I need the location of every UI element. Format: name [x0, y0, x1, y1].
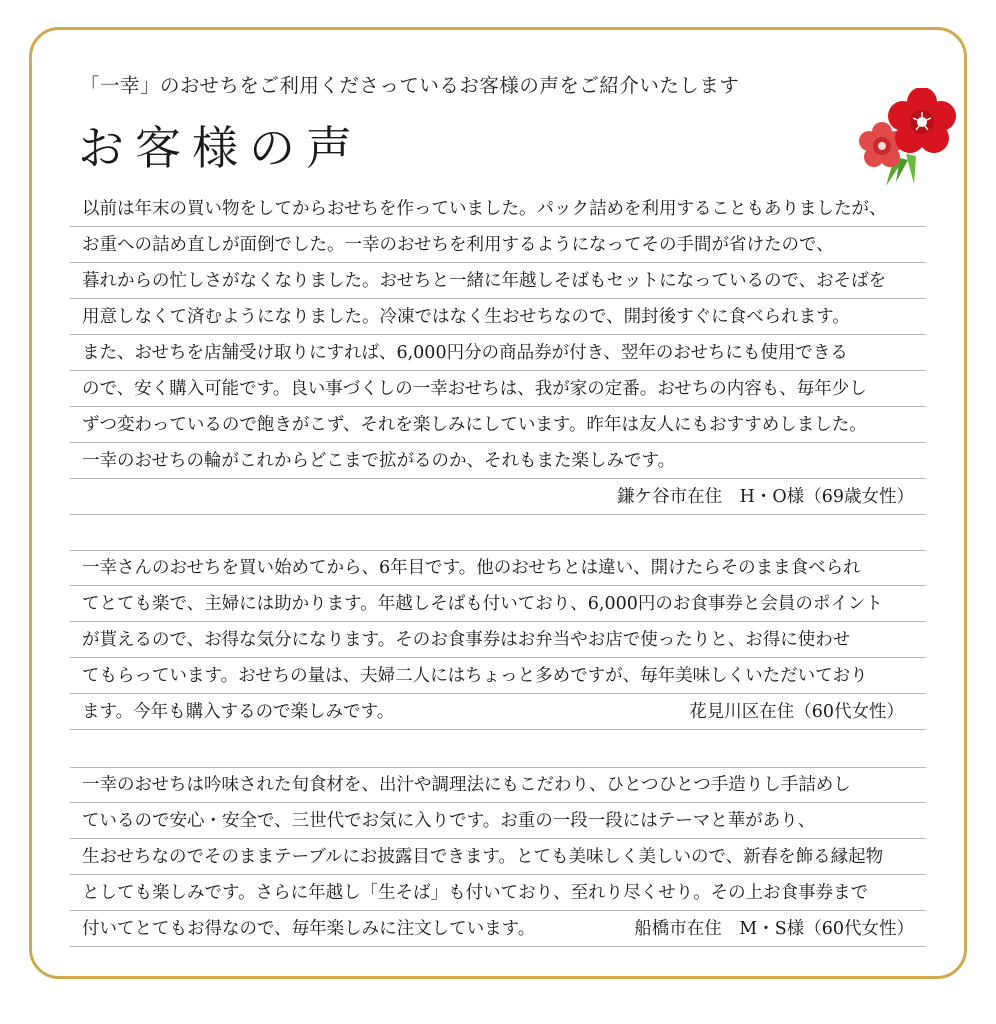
testimonial-line: 用意しなくて済むようになりました。冷凍ではなく生おせちなので、開封後すぐに食べられます。 — [70, 299, 926, 335]
testimonial-line: ているので安心・安全で、三世代でお気に入りです。お重の一段一段にはテーマと華があり、 — [70, 803, 926, 839]
plum-blossom-icon — [856, 88, 960, 188]
testimonial-line-text: 付いてとてもお得なので、毎年楽しみに注文しています。 — [82, 919, 536, 939]
testimonial-line: 以前は年末の買い物をしてからおせちを作っていました。パック詰めを利用することもありましたが、 — [70, 191, 926, 227]
testimonial-author: 花見川区在住（60代女性） — [689, 702, 904, 722]
page-title: お客様の声 — [78, 121, 363, 175]
divider — [70, 550, 926, 551]
testimonial-line: お重への詰め直しが面倒でした。一幸のおせちを利用するようになってその手間が省けたので、 — [70, 227, 926, 263]
testimonial — [70, 767, 926, 947]
testimonial — [70, 550, 926, 730]
testimonial-line: 一幸のおせちの輪がこれからどこまで拡がるのか、それもまた楽しみです。 — [70, 443, 926, 479]
page-subtitle: 「一幸」のおせちをご利用くださっているお客様の声をご紹介いたします — [80, 74, 740, 97]
testimonial-author: 船橋市在住 M・S様（60代女性） — [634, 919, 914, 939]
testimonial-line: 一幸のおせちは吟味された旬食材を、出汁や調理法にもこだわり、ひとつひとつ手造りし手詰めし — [70, 767, 926, 803]
divider — [70, 767, 926, 768]
testimonial-author: 鎌ケ谷市在住 H・O様（69歳女性） — [70, 479, 926, 515]
testimonial-line: 生おせちなのでそのままテーブルにお披露目できます。とても美味しく美しいので、新春を飾る縁起物 — [70, 839, 926, 875]
testimonial-line: 一幸さんのおせちを買い始めてから、6年目です。他のおせちとは違い、開けたらそのまま食べられ — [70, 550, 926, 586]
testimonial-line: ずつ変わっているので飽きがこず、それを楽しみにしています。昨年は友人にもおすすめしました。 — [70, 407, 926, 443]
testimonial — [70, 191, 926, 515]
testimonial-line: てとても楽で、主婦には助かります。年越しそばも付いており、6,000円のお食事券と会員のポイント — [70, 586, 926, 622]
testimonial-line: 暮れからの忙しさがなくなりました。おせちと一緒に年越しそばもセットになっているので、おそばを — [70, 263, 926, 299]
testimonial-line — [70, 911, 926, 947]
testimonial-line — [70, 694, 926, 730]
testimonial-line-text: ます。今年も購入するので楽しみです。 — [82, 702, 395, 722]
testimonial-line: としても楽しみです。さらに年越し「生そば」も付いており、至れり尽くせり。その上お食事券まで — [70, 875, 926, 911]
testimonial-line: てもらっています。おせちの量は、夫婦二人にはちょっと多めですが、毎年美味しくいただいており — [70, 658, 926, 694]
testimonial-line: ので、安く購入可能です。良い事づくしの一幸おせちは、我が家の定番。おせちの内容も、毎年少し — [70, 371, 926, 407]
testimonial-line: が貰えるので、お得な気分になります。そのお食事券はお弁当やお店で使ったりと、お得に使わせ — [70, 622, 926, 658]
testimonial-line: また、おせちを店舗受け取りにすれば、6,000円分の商品券が付き、翌年のおせちにも使用できる — [70, 335, 926, 371]
